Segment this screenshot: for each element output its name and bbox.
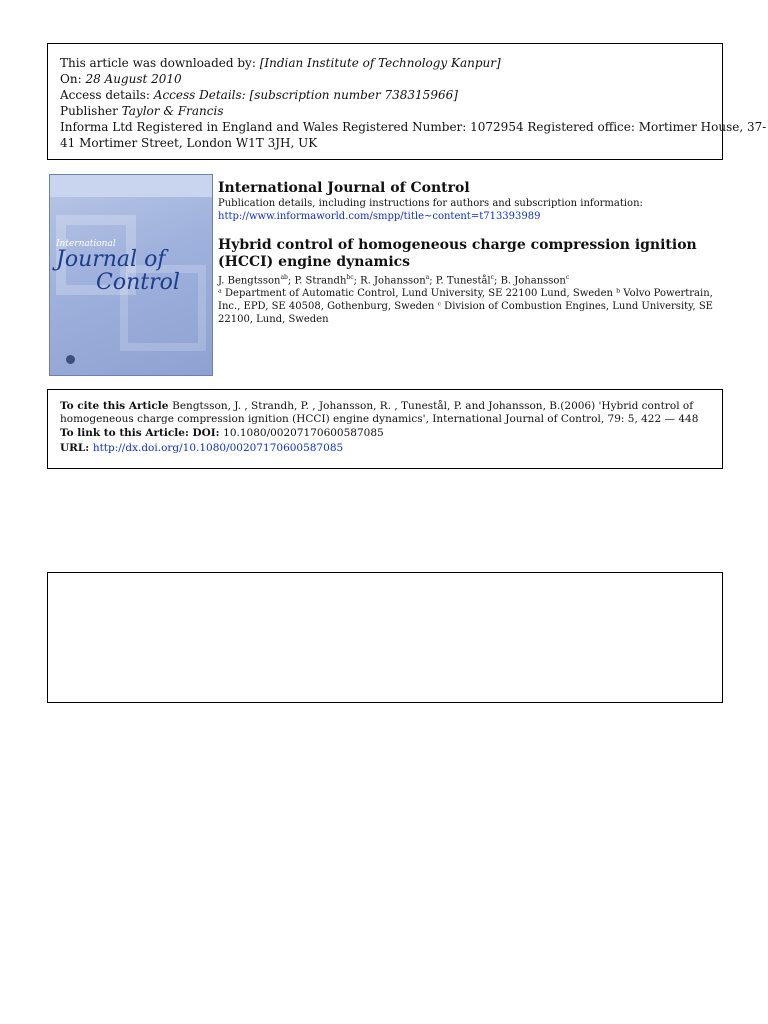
registration-line-1: Informa Ltd Registered in England and Wales Registered Number: 1072954 Registered office: Mortimer House, 37- (60, 120, 767, 134)
publisher-line: Publisher Taylor & Francis (60, 104, 224, 118)
publisher-value: Taylor & Francis (121, 104, 224, 118)
author-list: J. Bengtsson$^{ab}$; P. Strandh$^{bc}$; R. Johansson$^a$; P. Tunestål$^c$; B. Johansson$^c$ (218, 274, 570, 287)
download-info-box (47, 43, 767, 160)
citation-text: Bengtsson, J. , Strandh, P. , Johansson, R. , Tunestål, P. and Johansson, B.(2006) 'Hybrid control of homogeneous charge compression ignition (HCCI) engine dynamics', International Journal of Control, 79: 5, 422 — 448 (60, 400, 699, 425)
cover-title-small: International (56, 239, 116, 249)
author-name: P. Tunestål (435, 275, 491, 287)
downloaded-by-line: This article was downloaded by: [Indian Institute of Technology Kanpur] (60, 56, 501, 70)
cover-header-bar (50, 175, 212, 197)
doi-value: 10.1080/00207170600587085 (223, 427, 384, 439)
author-name: R. Johansson (360, 275, 426, 287)
journal-cover-image (49, 174, 213, 376)
doi-url-link[interactable]: http://dx.doi.org/10.1080/00207170600587085 (92, 441, 344, 454)
journal-title: International Journal of Control (218, 180, 470, 196)
access-details-line: Access details: Access Details: [subscription number 738315966] (60, 88, 458, 102)
article-title: Hybrid control of homogeneous charge compression ignition (HCCI) engine dynamics (218, 237, 697, 270)
access-details-value: Access Details: [subscription number 738315966] (153, 88, 458, 102)
author-name: P. Strandh (294, 275, 347, 287)
affiliations: ᵃ Department of Automatic Control, Lund University, SE 22100 Lund, Sweden ᵇ Volvo Powertrain, Inc., EPD, SE 40508, Gothenburg, Sweden ᶜ Division of Combustion Engines, Lund University, SE 22100, Lund, Sweden (218, 288, 713, 326)
publisher-logo-icon (66, 355, 75, 364)
cover-title-line1: Journal of (56, 247, 166, 272)
empty-frame (47, 572, 723, 703)
doi-row: To link to this Article: DOI: 10.1080/00207170600587085 (60, 427, 384, 439)
journal-url-link[interactable]: http://www.informaworld.com/smpp/title~content=t713393989 (218, 211, 541, 222)
downloaded-by-value: [Indian Institute of Technology Kanpur] (259, 56, 501, 70)
download-date-line: On: 28 August 2010 (60, 72, 182, 86)
author-name: B. Johansson (500, 275, 566, 287)
url-row: URL: http://dx.doi.org/10.1080/00207170600587085 (60, 441, 344, 454)
publication-details: Publication details, including instructions for authors and subscription information: (218, 198, 643, 209)
citation-box (47, 389, 723, 469)
article-info (218, 180, 724, 326)
cite-row: To cite this Article Bengtsson, J. , Strandh, P. , Johansson, R. , Tunestål, P. and Johansson, B.(2006) 'Hybrid control of homogeneous charge compression ignition (HCCI) engine dynamics', International Journal of Control, 79: 5, 422 — 448 (60, 400, 699, 425)
registration-line-2: 41 Mortimer Street, London W1T 3JH, UK (60, 136, 318, 150)
author-name: J. Bengtsson (218, 275, 281, 287)
download-date-value: 28 August 2010 (85, 72, 182, 86)
cover-title-line2: Control (96, 270, 180, 295)
